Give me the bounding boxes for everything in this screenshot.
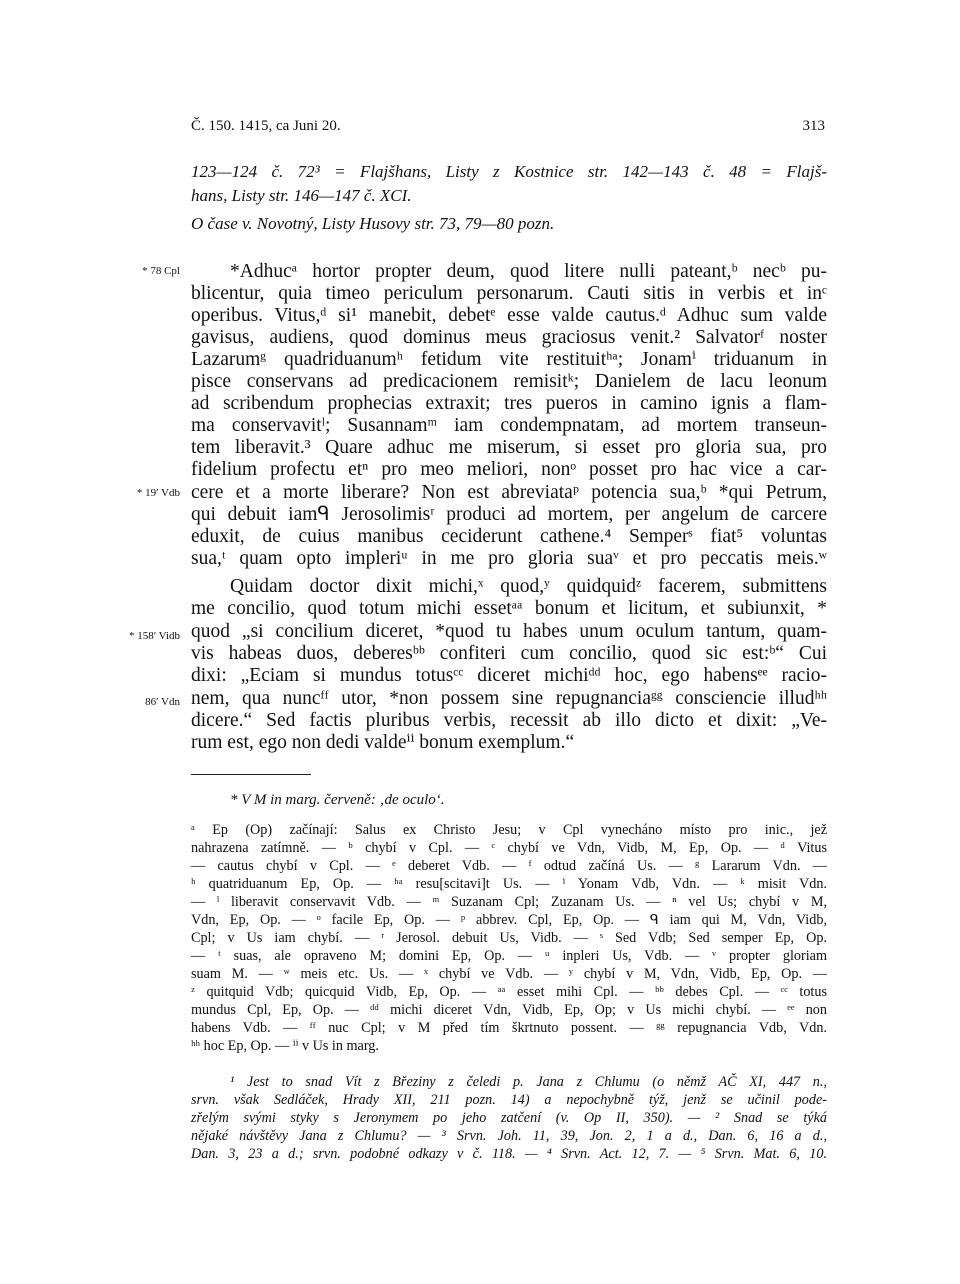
marginal-note: * V M in marg. červeně: ‚de oculo‘. xyxy=(230,792,445,808)
footnote-divider xyxy=(191,774,311,775)
apparatus-line: Cpl; v Us iam chybí. — ʳ Jerosol. debuit Us, Vidb. — ˢ Sed Vdb; Sed semper Ep, Op. xyxy=(191,930,827,946)
body-line: ad scribendum prophecias extraxit; tres pueros in camino ignis a flam- xyxy=(191,393,827,414)
body-line: operibus. Vitus,ᵈ si¹ manebit, debetᵉ esse valde cautus.ᵈ Adhuc sum valde xyxy=(191,305,827,326)
margin-note: * 78 Cpl xyxy=(142,265,180,277)
margin-note: 86′ Vdn xyxy=(145,696,180,708)
apparatus-line: nahrazena zatímně. — ᵇ chybí v Cpl. — ᶜ chybí ve Vdn, Vidb, M, Ep, Op. — ᵈ Vitus xyxy=(191,840,827,856)
apparatus-line: habens Vdb. — ᶠᶠ nuc Cpl; v M před tím škrtnuto possent. — ᵍᵍ repugnancia Vdb, Vdn. xyxy=(191,1020,827,1036)
body-line: dicere.“ Sed factis pluribus verbis, recessit ab illo dicto et dixit: „Ve- xyxy=(191,710,827,731)
apparatus-line: — ᵗ suas, ale opraveno M; domini Ep, Op. — ᵘ inpleri Us, Vdb. — ᵛ propter gloriam xyxy=(191,948,827,964)
body-line: vis habeas duos, deberesᵇᵇ confiteri cum concilio, quod sic est:ᵇ“ Cui xyxy=(191,643,827,664)
body-line: gavisus, audiens, quod dominus meus graciosus venit.² Salvatorᶠ noster xyxy=(191,327,827,348)
body-line: *Adhucᵃ hortor propter deum, quod litere nulli pateant,ᵇ necᵇ pu- xyxy=(230,261,827,282)
note-line: zřelým svými styky s Jeronymem po jeho zatčení (v. Op II, 350). — ² Snad se týká xyxy=(191,1110,827,1126)
body-line: tem liberavit.³ Quare adhuc me miserum, si esset pro gloria sua, pro xyxy=(191,437,827,458)
note-line: srvn. však Sedláček, Hrady XII, 211 pozn. 14) a nepochybně týž, jenž se učinil pode- xyxy=(191,1092,827,1108)
intro-references xyxy=(191,160,827,208)
margin-note: * 19′ Vdb xyxy=(136,487,180,499)
note-line: ¹ Jest to snad Vít z Březiny z čeledi p. Jana z Chlumu (o němž AČ XI, 447 n., xyxy=(230,1074,827,1090)
apparatus-line: ᵃ Ep (Op) začínají: Salus ex Christo Jesu; v Cpl vynecháno místo pro inic., jež xyxy=(191,822,827,838)
apparatus-line: suam M. — ʷ meis etc. Us. — ˣ chybí ve Vdb. — ʸ chybí v M, Vdn, Vidb, Ep, Op. — xyxy=(191,966,827,982)
body-line: quod „si concilium diceret, *quod tu habes unum oculum tantum, quam- xyxy=(191,621,827,642)
body-line: qui debuit iamᑫ Jerosolimisʳ produci ad mortem, per angelum de carcere xyxy=(191,504,827,525)
note-line: nějaké návštěvy Jana z Chlumu? — ³ Srvn. Joh. 11, 39, Jon. 2, 1 a d., Dan. 6, 16 a d., xyxy=(191,1128,827,1144)
body-line: blicentur, quia timeo periculum personarum. Cauti sitis in verbis et inᶜ xyxy=(191,283,827,304)
body-line: me concilio, quod totum michi essetᵃᵃ bonum et licitum, et subiunxit, * xyxy=(191,598,827,619)
intro-line: 123—124 č. 72³ = Flajšhans, Listy z Kostnice str. 142—143 č. 48 = Flajš- xyxy=(191,162,827,181)
body-line: dixi: „Eciam si mundus totusᶜᶜ diceret michiᵈᵈ hoc, ego habensᵉᵉ racio- xyxy=(191,665,827,686)
note-line: Dan. 3, 23 a d.; srvn. podobné odkazy v č. 118. — ⁴ Srvn. Act. 12, 7. — ⁵ Srvn. Mat. 6, 10. xyxy=(191,1146,827,1162)
body-line: pisce conservans ad predicacionem remisitᵏ; Danielem de lacu leonum xyxy=(191,371,827,392)
apparatus-line: ʰ quatriduanum Ep, Op. — ʰᵃ resu[scitavi]t Us. — ⁱ Yonam Vdb, Vdn. — ᵏ misit Vdn. xyxy=(191,876,827,892)
apparatus-line: — ˡ liberavit conservavit Vdb. — ᵐ Suzanam Cpl; Zuzanam Us. — ⁿ vel Us; chybí v M, xyxy=(191,894,827,910)
body-line: rum est, ego non dedi valdeⁱⁱ bonum exemplum.“ xyxy=(191,732,575,753)
running-header: Č. 150. 1415, ca Juni 20. xyxy=(191,118,341,134)
apparatus-line: ᶻ quitquid Vdb; quicquid Vidb, Ep, Op. — ᵃᵃ esset mihi Cpl. — ᵇᵇ debes Cpl. — ᶜᶜ totus xyxy=(191,984,827,1000)
body-line: Lazarumᵍ quadriduanumʰ fetidum vite restituitʰᵃ; Jonamⁱ triduanum in xyxy=(191,349,827,370)
body-line: fidelium profectu etⁿ pro meo meliori, nonᵒ posset pro hac vice a car- xyxy=(191,459,827,480)
body-line: nem, qua nuncᶠᶠ utor, *non possem sine repugnanciaᵍᵍ consciencie illudʰʰ xyxy=(191,688,827,709)
apparatus-line: Vdn, Ep, Op. — ᵒ facile Ep, Op. — ᵖ abbrev. Cpl, Ep, Op. — ᑫ iam qui M, Vdn, Vidb, xyxy=(191,912,827,928)
body-line: eduxit, de cuius manibus ceciderunt cathene.⁴ Semperˢ fiat⁵ voluntas xyxy=(191,526,827,547)
intro-line: hans, Listy str. 146—147 č. XCI. xyxy=(191,186,412,205)
body-line: cere et a morte liberare? Non est abreviataᵖ potencia sua,ᵇ *qui Petrum, xyxy=(191,482,827,503)
apparatus-line: ʰʰ hoc Ep, Op. — ⁱⁱ v Us in marg. xyxy=(191,1038,379,1054)
margin-note: * 158′ Vidb xyxy=(128,630,180,642)
body-line: sua,ᵗ quam opto impleriᵘ in me pro gloria suaᵛ et pro peccatis meis.ʷ xyxy=(191,548,827,569)
apparatus-line: mundus Cpl, Ep, Op. — ᵈᵈ michi diceret Vdn, Vidb, Ep, Op; v Us michi chybí. — ᵉᵉ non xyxy=(191,1002,827,1018)
intro-date-note: O čase v. Novotný, Listy Husovy str. 73, 79—80 pozn. xyxy=(191,214,555,233)
apparatus-line: — cautus chybí v Cpl. — ᵉ deberet Vdb. — ᶠ odtud začíná Us. — ᵍ Lararum Vdn. — xyxy=(191,858,827,874)
page-number: 313 xyxy=(802,118,825,134)
body-line: ma conservavitˡ; Susannamᵐ iam condempnatam, ad mortem transeun- xyxy=(191,415,827,436)
body-line: Quidam doctor dixit michi,ˣ quod,ʸ quidquidᶻ facerem, submittens xyxy=(230,576,827,597)
